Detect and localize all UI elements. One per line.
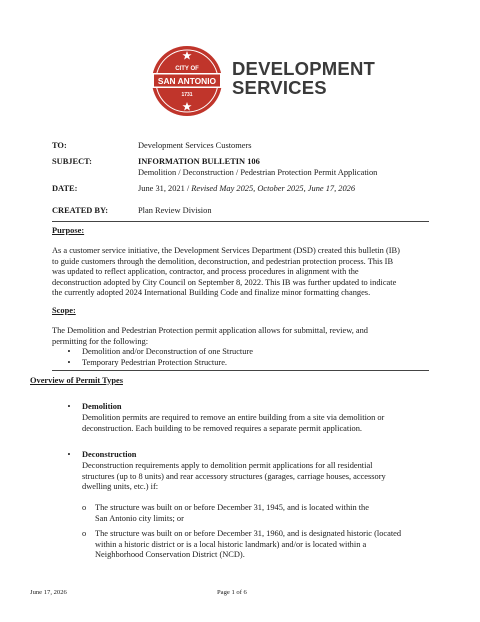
condition-1-line-2: San Antonio city limits; or <box>95 513 184 523</box>
purpose-heading: Purpose: <box>52 226 85 235</box>
bullet-icon: • <box>67 347 71 356</box>
seal-year-text: 1731 <box>181 92 193 98</box>
logo-title <box>232 59 375 97</box>
date-label: DATE: <box>52 184 78 193</box>
scope-bullet-1: Demolition and/or Deconstruction of one Structure <box>82 347 253 356</box>
scope-line-2: permitting for the following: <box>52 336 149 346</box>
footer-date: June 17, 2026 <box>30 589 67 596</box>
purpose-line-4: deconstruction adopted by City Council on September 8, 2022. This IB was further updated to indicate <box>52 277 397 287</box>
scope-divider <box>52 370 429 371</box>
condition-1-line-1: The structure was built on or before December 31, 1945, and is located within the <box>95 503 369 512</box>
date-revised: Revised May 2025, October 2025, June 17, 2026 <box>191 184 356 193</box>
sub-bullet-marker: o <box>82 529 87 538</box>
purpose-line-3: was updated to reflect application, contractor, and process procedures in alignment with the <box>52 267 359 276</box>
deconstruction-line-3: dwelling units, etc.) if: <box>82 482 159 491</box>
subject-label: SUBJECT: <box>52 157 92 166</box>
to-label: TO: <box>52 141 67 150</box>
condition-2-line-2: within a historic district or is a local historic landmark) and/or is located within a <box>95 539 367 549</box>
subject-title: INFORMATION BULLETIN 106 <box>138 157 260 166</box>
logo-title-line1: DEVELOPMENT <box>232 58 376 79</box>
deconstruction-line-2: structures (up to 8 units) and rear accessory structures (garages, carriage houses, accessory <box>82 471 386 481</box>
date-value: June 31, 2021 / <box>138 184 190 193</box>
deconstruction-title: Deconstruction <box>82 450 137 459</box>
city-seal-logo <box>150 44 224 118</box>
created-by-value: Plan Review Division <box>138 206 212 215</box>
logo-title-line2: SERVICES <box>232 77 327 98</box>
scope-heading: Scope: <box>52 306 76 315</box>
scope-bullet-2: Temporary Pedestrian Protection Structure. <box>82 357 228 367</box>
header-divider <box>52 221 429 222</box>
date-line <box>138 184 355 194</box>
demolition-line-2: deconstruction. Each building to be removed requires a separate permit application. <box>82 423 362 433</box>
demolition-title: Demolition <box>82 402 122 411</box>
footer-page-number: Page 1 of 6 <box>217 589 247 596</box>
purpose-line-1: As a customer service initiative, the Development Services Department (DSD) created this bulletin (IB) <box>52 246 400 255</box>
bullet-icon: • <box>67 450 71 459</box>
demolition-line-1: Demolition permits are required to remove an entire building from a site via demolition or <box>82 413 385 422</box>
deconstruction-line-1: Deconstruction requirements apply to demolition permit applications for all residential <box>82 461 373 470</box>
seal-city-of-text: CITY OF <box>175 66 199 72</box>
seal-name-text: SAN ANTONIO <box>157 76 217 86</box>
to-value: Development Services Customers <box>138 141 252 150</box>
overview-heading: Overview of Permit Types <box>30 376 123 385</box>
created-by-label: CREATED BY: <box>52 206 109 215</box>
sub-bullet-marker: o <box>82 503 87 512</box>
purpose-line-2: to guide customers through the demolition, deconstruction, and pedestrian protection process. This IB <box>52 256 394 266</box>
subject-description: Demolition / Deconstruction / Pedestrian Protection Permit Application <box>138 168 378 177</box>
purpose-line-5: the currently adopted 2024 International Building Code and finalize minor formatting changes. <box>52 288 371 297</box>
scope-line-1: The Demolition and Pedestrian Protection permit application allows for submittal, review, and <box>52 326 368 335</box>
condition-2-line-1: The structure was built on or before December 31, 1960, and is designated historic (located <box>95 529 402 538</box>
condition-2-line-3: Neighborhood Conservation District (NCD). <box>95 550 245 559</box>
bullet-icon: • <box>67 402 71 411</box>
bullet-icon: • <box>67 357 71 367</box>
